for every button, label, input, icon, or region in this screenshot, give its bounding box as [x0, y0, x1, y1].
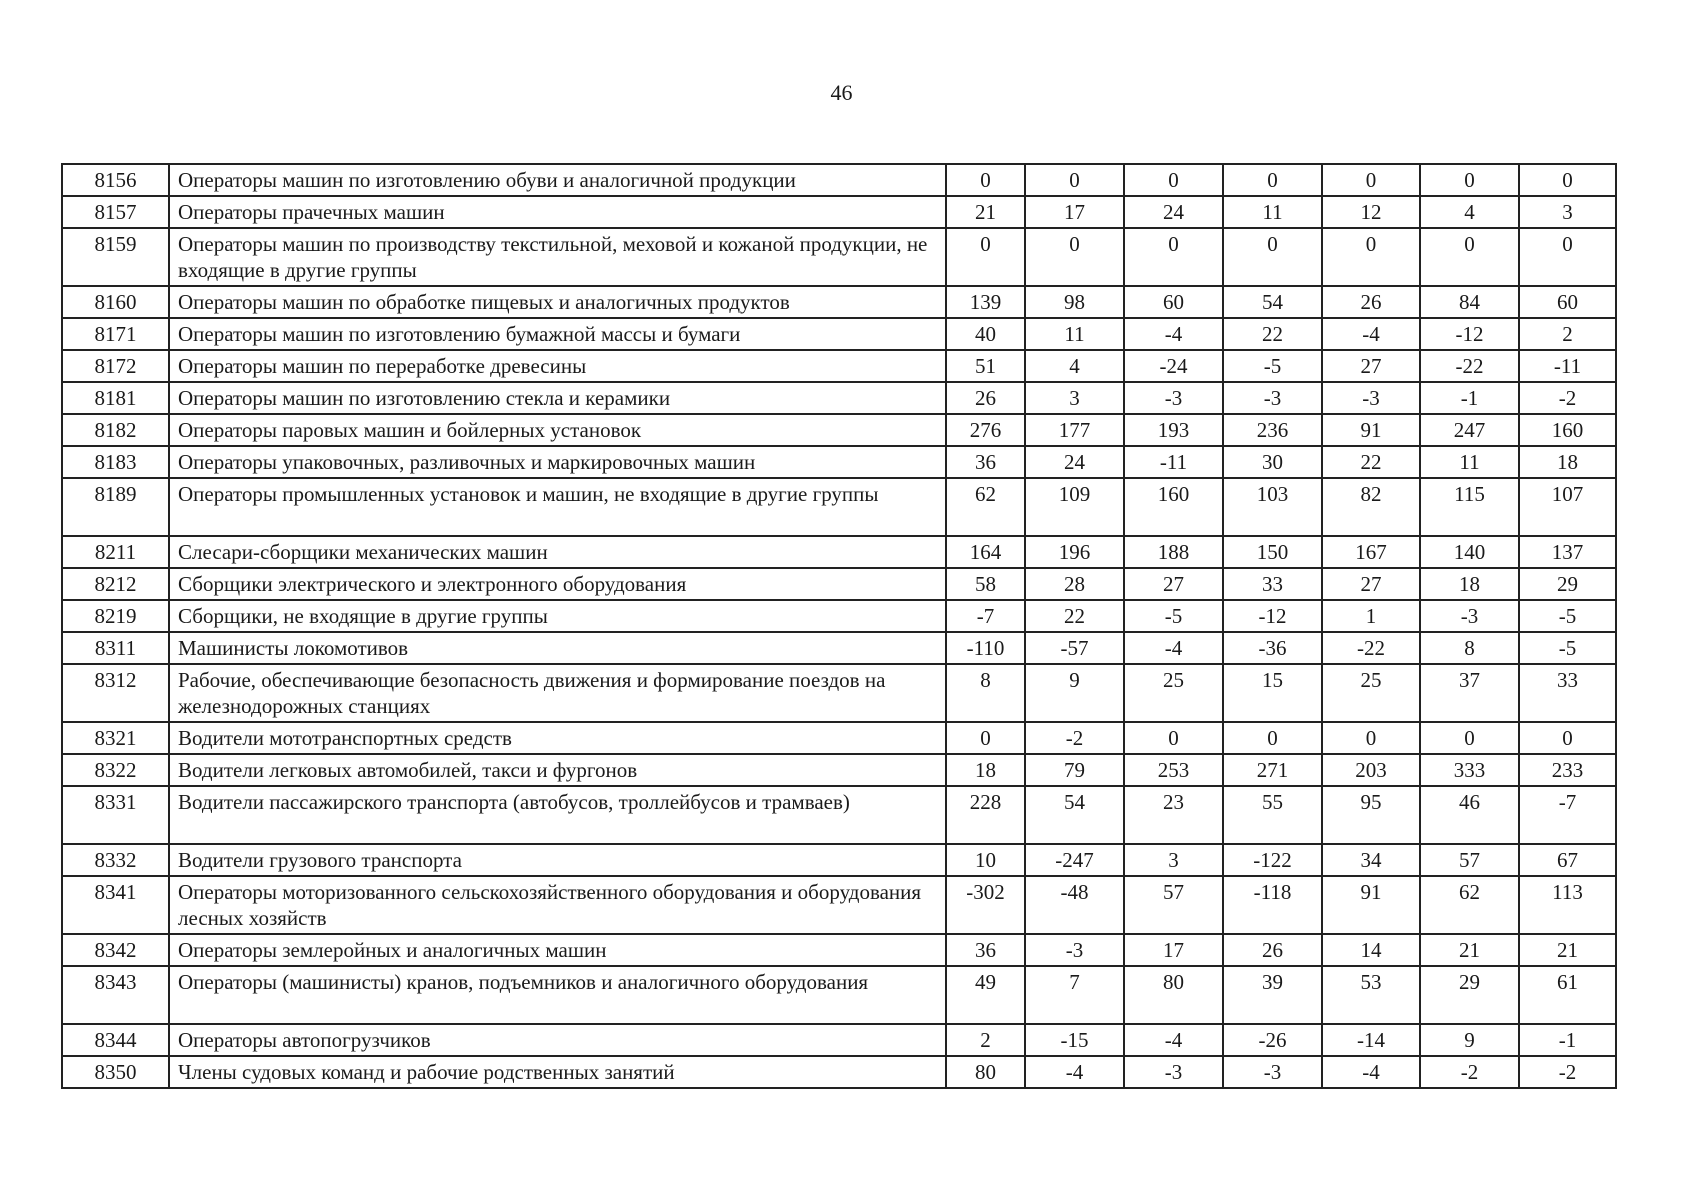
value-cell: -4 — [1025, 1056, 1124, 1088]
occupation-name-cell: Операторы прачечных машин — [169, 196, 946, 228]
value-cell: 18 — [1519, 446, 1616, 478]
value-cell: -118 — [1223, 876, 1322, 934]
value-cell: 67 — [1519, 844, 1616, 876]
value-cell: 109 — [1025, 478, 1124, 536]
occupation-code-cell: 8211 — [62, 536, 169, 568]
occupation-name-cell: Операторы промышленных установок и машин, не входящие в другие группы — [169, 478, 946, 536]
value-cell: 8 — [1420, 632, 1519, 664]
value-cell: 26 — [1223, 934, 1322, 966]
table-row — [62, 754, 1616, 786]
value-cell: 57 — [1124, 876, 1223, 934]
occupation-name-cell: Операторы землеройных и аналогичных машин — [169, 934, 946, 966]
occupation-code-cell: 8171 — [62, 318, 169, 350]
value-cell: -24 — [1124, 350, 1223, 382]
value-cell: -11 — [1519, 350, 1616, 382]
occupation-code-cell: 8181 — [62, 382, 169, 414]
value-cell: 21 — [1519, 934, 1616, 966]
occupation-code-cell: 8350 — [62, 1056, 169, 1088]
occupation-name-cell: Операторы машин по изготовлению стекла и керамики — [169, 382, 946, 414]
value-cell: -22 — [1322, 632, 1420, 664]
value-cell: -4 — [1322, 1056, 1420, 1088]
value-cell: -3 — [1223, 1056, 1322, 1088]
value-cell: 46 — [1420, 786, 1519, 844]
value-cell: 29 — [1519, 568, 1616, 600]
value-cell: 60 — [1519, 286, 1616, 318]
table-row — [62, 536, 1616, 568]
value-cell: 0 — [1519, 722, 1616, 754]
occupation-code-cell: 8172 — [62, 350, 169, 382]
value-cell: 107 — [1519, 478, 1616, 536]
occupation-code-cell: 8157 — [62, 196, 169, 228]
value-cell: -3 — [1124, 382, 1223, 414]
value-cell: 17 — [1124, 934, 1223, 966]
occupation-code-cell: 8342 — [62, 934, 169, 966]
occupation-code-cell: 8156 — [62, 164, 169, 196]
value-cell: 22 — [1322, 446, 1420, 478]
value-cell: -122 — [1223, 844, 1322, 876]
value-cell: 0 — [1519, 164, 1616, 196]
value-cell: 0 — [1025, 164, 1124, 196]
value-cell: 3 — [1124, 844, 1223, 876]
value-cell: 333 — [1420, 754, 1519, 786]
value-cell: 79 — [1025, 754, 1124, 786]
value-cell: -5 — [1519, 600, 1616, 632]
value-cell: -3 — [1124, 1056, 1223, 1088]
value-cell: 33 — [1519, 664, 1616, 722]
value-cell: 26 — [1322, 286, 1420, 318]
value-cell: -15 — [1025, 1024, 1124, 1056]
occupation-name-cell: Сборщики электрического и электронного оборудования — [169, 568, 946, 600]
value-cell: 12 — [1322, 196, 1420, 228]
value-cell: 11 — [1223, 196, 1322, 228]
value-cell: -2 — [1420, 1056, 1519, 1088]
value-cell: 160 — [1519, 414, 1616, 446]
value-cell: 0 — [1223, 228, 1322, 286]
occupation-name-cell: Водители легковых автомобилей, такси и фургонов — [169, 754, 946, 786]
occupation-name-cell: Операторы автопогрузчиков — [169, 1024, 946, 1056]
table-row — [62, 934, 1616, 966]
value-cell: -4 — [1124, 632, 1223, 664]
value-cell: 39 — [1223, 966, 1322, 1024]
value-cell: 11 — [1025, 318, 1124, 350]
value-cell: 33 — [1223, 568, 1322, 600]
value-cell: -48 — [1025, 876, 1124, 934]
occupation-name-cell: Водители грузового транспорта — [169, 844, 946, 876]
value-cell: 177 — [1025, 414, 1124, 446]
value-cell: -57 — [1025, 632, 1124, 664]
value-cell: 4 — [1025, 350, 1124, 382]
value-cell: -3 — [1322, 382, 1420, 414]
table-row — [62, 350, 1616, 382]
value-cell: 3 — [1025, 382, 1124, 414]
value-cell: 24 — [1124, 196, 1223, 228]
occupation-code-cell: 8341 — [62, 876, 169, 934]
value-cell: 139 — [946, 286, 1025, 318]
table-row — [62, 414, 1616, 446]
value-cell: -302 — [946, 876, 1025, 934]
value-cell: -110 — [946, 632, 1025, 664]
table-row — [62, 664, 1616, 722]
occupation-name-cell: Водители пассажирского транспорта (автобусов, троллейбусов и трамваев) — [169, 786, 946, 844]
occupation-name-cell: Операторы машин по изготовлению бумажной массы и бумаги — [169, 318, 946, 350]
value-cell: 49 — [946, 966, 1025, 1024]
value-cell: 22 — [1025, 600, 1124, 632]
occupation-code-cell: 8183 — [62, 446, 169, 478]
value-cell: -4 — [1124, 1024, 1223, 1056]
table-row — [62, 382, 1616, 414]
table-row — [62, 844, 1616, 876]
value-cell: -4 — [1124, 318, 1223, 350]
value-cell: 0 — [946, 228, 1025, 286]
value-cell: 14 — [1322, 934, 1420, 966]
value-cell: 24 — [1025, 446, 1124, 478]
value-cell: 0 — [946, 164, 1025, 196]
value-cell: 37 — [1420, 664, 1519, 722]
value-cell: 95 — [1322, 786, 1420, 844]
value-cell: 1 — [1322, 600, 1420, 632]
value-cell: 196 — [1025, 536, 1124, 568]
occupation-code-cell: 8312 — [62, 664, 169, 722]
occupation-code-cell: 8219 — [62, 600, 169, 632]
value-cell: 4 — [1420, 196, 1519, 228]
occupation-code-cell: 8189 — [62, 478, 169, 536]
occupation-name-cell: Операторы машин по обработке пищевых и аналогичных продуктов — [169, 286, 946, 318]
value-cell: 23 — [1124, 786, 1223, 844]
table-row — [62, 1024, 1616, 1056]
value-cell: 27 — [1322, 568, 1420, 600]
value-cell: -12 — [1420, 318, 1519, 350]
occupation-code-cell: 8344 — [62, 1024, 169, 1056]
value-cell: -3 — [1025, 934, 1124, 966]
value-cell: 98 — [1025, 286, 1124, 318]
occupation-name-cell: Операторы упаковочных, разливочных и маркировочных машин — [169, 446, 946, 478]
occupation-code-cell: 8322 — [62, 754, 169, 786]
occupation-name-cell: Водители мототранспортных средств — [169, 722, 946, 754]
value-cell: 62 — [1420, 876, 1519, 934]
value-cell: 9 — [1025, 664, 1124, 722]
value-cell: 233 — [1519, 754, 1616, 786]
value-cell: 164 — [946, 536, 1025, 568]
value-cell: 137 — [1519, 536, 1616, 568]
value-cell: 0 — [1519, 228, 1616, 286]
occupation-name-cell: Рабочие, обеспечивающие безопасность движения и формирование поездов на железнодорожных станциях — [169, 664, 946, 722]
value-cell: 27 — [1124, 568, 1223, 600]
value-cell: 188 — [1124, 536, 1223, 568]
value-cell: 7 — [1025, 966, 1124, 1024]
value-cell: 203 — [1322, 754, 1420, 786]
value-cell: 0 — [1124, 722, 1223, 754]
value-cell: 10 — [946, 844, 1025, 876]
value-cell: 236 — [1223, 414, 1322, 446]
value-cell: 91 — [1322, 876, 1420, 934]
table-row — [62, 318, 1616, 350]
occupation-code-cell: 8212 — [62, 568, 169, 600]
value-cell: 228 — [946, 786, 1025, 844]
occupation-name-cell: Члены судовых команд и рабочие родственных занятий — [169, 1056, 946, 1088]
value-cell: -14 — [1322, 1024, 1420, 1056]
value-cell: 60 — [1124, 286, 1223, 318]
value-cell: 115 — [1420, 478, 1519, 536]
table-row — [62, 446, 1616, 478]
value-cell: 103 — [1223, 478, 1322, 536]
value-cell: 247 — [1420, 414, 1519, 446]
occupation-code-cell: 8182 — [62, 414, 169, 446]
value-cell: 82 — [1322, 478, 1420, 536]
value-cell: 27 — [1322, 350, 1420, 382]
value-cell: 113 — [1519, 876, 1616, 934]
value-cell: 51 — [946, 350, 1025, 382]
value-cell: -3 — [1223, 382, 1322, 414]
value-cell: 0 — [1322, 164, 1420, 196]
value-cell: 80 — [1124, 966, 1223, 1024]
value-cell: -11 — [1124, 446, 1223, 478]
table-row — [62, 1056, 1616, 1088]
value-cell: -36 — [1223, 632, 1322, 664]
occupation-name-cell: Операторы машин по переработке древесины — [169, 350, 946, 382]
value-cell: 57 — [1420, 844, 1519, 876]
value-cell: -247 — [1025, 844, 1124, 876]
table-row — [62, 600, 1616, 632]
value-cell: 26 — [946, 382, 1025, 414]
occupation-code-cell: 8160 — [62, 286, 169, 318]
occupation-name-cell: Слесари-сборщики механических машин — [169, 536, 946, 568]
value-cell: 30 — [1223, 446, 1322, 478]
value-cell: -5 — [1124, 600, 1223, 632]
value-cell: 2 — [946, 1024, 1025, 1056]
value-cell: 61 — [1519, 966, 1616, 1024]
value-cell: -12 — [1223, 600, 1322, 632]
value-cell: -5 — [1519, 632, 1616, 664]
table-row — [62, 876, 1616, 934]
value-cell: 9 — [1420, 1024, 1519, 1056]
table-row — [62, 632, 1616, 664]
value-cell: -26 — [1223, 1024, 1322, 1056]
value-cell: 0 — [1223, 722, 1322, 754]
value-cell: 62 — [946, 478, 1025, 536]
table-body — [62, 164, 1616, 1088]
value-cell: 193 — [1124, 414, 1223, 446]
table-row — [62, 228, 1616, 286]
value-cell: 22 — [1223, 318, 1322, 350]
occupation-code-cell: 8311 — [62, 632, 169, 664]
table-row — [62, 786, 1616, 844]
value-cell: 271 — [1223, 754, 1322, 786]
value-cell: -4 — [1322, 318, 1420, 350]
value-cell: -2 — [1519, 382, 1616, 414]
value-cell: -2 — [1025, 722, 1124, 754]
value-cell: 55 — [1223, 786, 1322, 844]
table-row — [62, 196, 1616, 228]
value-cell: 2 — [1519, 318, 1616, 350]
value-cell: 167 — [1322, 536, 1420, 568]
value-cell: -7 — [946, 600, 1025, 632]
value-cell: 54 — [1025, 786, 1124, 844]
value-cell: 25 — [1124, 664, 1223, 722]
value-cell: 36 — [946, 934, 1025, 966]
value-cell: 0 — [1025, 228, 1124, 286]
value-cell: 28 — [1025, 568, 1124, 600]
value-cell: 54 — [1223, 286, 1322, 318]
occupation-table — [61, 163, 1617, 1089]
occupation-code-cell: 8343 — [62, 966, 169, 1024]
occupation-name-cell: Сборщики, не входящие в другие группы — [169, 600, 946, 632]
value-cell: 84 — [1420, 286, 1519, 318]
value-cell: 34 — [1322, 844, 1420, 876]
value-cell: 29 — [1420, 966, 1519, 1024]
value-cell: 17 — [1025, 196, 1124, 228]
occupation-code-cell: 8332 — [62, 844, 169, 876]
value-cell: 40 — [946, 318, 1025, 350]
value-cell: 53 — [1322, 966, 1420, 1024]
value-cell: 21 — [946, 196, 1025, 228]
value-cell: 21 — [1420, 934, 1519, 966]
value-cell: -7 — [1519, 786, 1616, 844]
table-row — [62, 164, 1616, 196]
occupation-name-cell: Машинисты локомотивов — [169, 632, 946, 664]
value-cell: 8 — [946, 664, 1025, 722]
value-cell: 160 — [1124, 478, 1223, 536]
table-row — [62, 286, 1616, 318]
occupation-code-cell: 8159 — [62, 228, 169, 286]
value-cell: 58 — [946, 568, 1025, 600]
value-cell: -1 — [1420, 382, 1519, 414]
table-row — [62, 722, 1616, 754]
value-cell: 3 — [1519, 196, 1616, 228]
table-row — [62, 568, 1616, 600]
value-cell: 0 — [1322, 722, 1420, 754]
value-cell: 276 — [946, 414, 1025, 446]
table-row — [62, 478, 1616, 536]
value-cell: 25 — [1322, 664, 1420, 722]
occupation-name-cell: Операторы (машинисты) кранов, подъемников и аналогичного оборудования — [169, 966, 946, 1024]
value-cell: 36 — [946, 446, 1025, 478]
table-row — [62, 966, 1616, 1024]
value-cell: 18 — [946, 754, 1025, 786]
occupation-name-cell: Операторы моторизованного сельскохозяйственного оборудования и оборудования лесных хозяйств — [169, 876, 946, 934]
value-cell: 80 — [946, 1056, 1025, 1088]
occupation-name-cell: Операторы машин по производству текстильной, меховой и кожаной продукции, не входящие в другие группы — [169, 228, 946, 286]
occupation-code-cell: 8331 — [62, 786, 169, 844]
value-cell: 0 — [1124, 228, 1223, 286]
value-cell: -22 — [1420, 350, 1519, 382]
value-cell: 140 — [1420, 536, 1519, 568]
occupation-code-cell: 8321 — [62, 722, 169, 754]
value-cell: 0 — [1223, 164, 1322, 196]
value-cell: -5 — [1223, 350, 1322, 382]
value-cell: 150 — [1223, 536, 1322, 568]
value-cell: 0 — [1322, 228, 1420, 286]
value-cell: 11 — [1420, 446, 1519, 478]
value-cell: 0 — [946, 722, 1025, 754]
value-cell: 15 — [1223, 664, 1322, 722]
value-cell: -1 — [1519, 1024, 1616, 1056]
value-cell: 18 — [1420, 568, 1519, 600]
value-cell: -2 — [1519, 1056, 1616, 1088]
value-cell: 0 — [1420, 722, 1519, 754]
occupation-name-cell: Операторы машин по изготовлению обуви и аналогичной продукции — [169, 164, 946, 196]
value-cell: 91 — [1322, 414, 1420, 446]
value-cell: 253 — [1124, 754, 1223, 786]
value-cell: 0 — [1420, 164, 1519, 196]
page-number: 46 — [830, 80, 853, 105]
occupation-name-cell: Операторы паровых машин и бойлерных установок — [169, 414, 946, 446]
value-cell: 0 — [1420, 228, 1519, 286]
value-cell: 0 — [1124, 164, 1223, 196]
value-cell: -3 — [1420, 600, 1519, 632]
